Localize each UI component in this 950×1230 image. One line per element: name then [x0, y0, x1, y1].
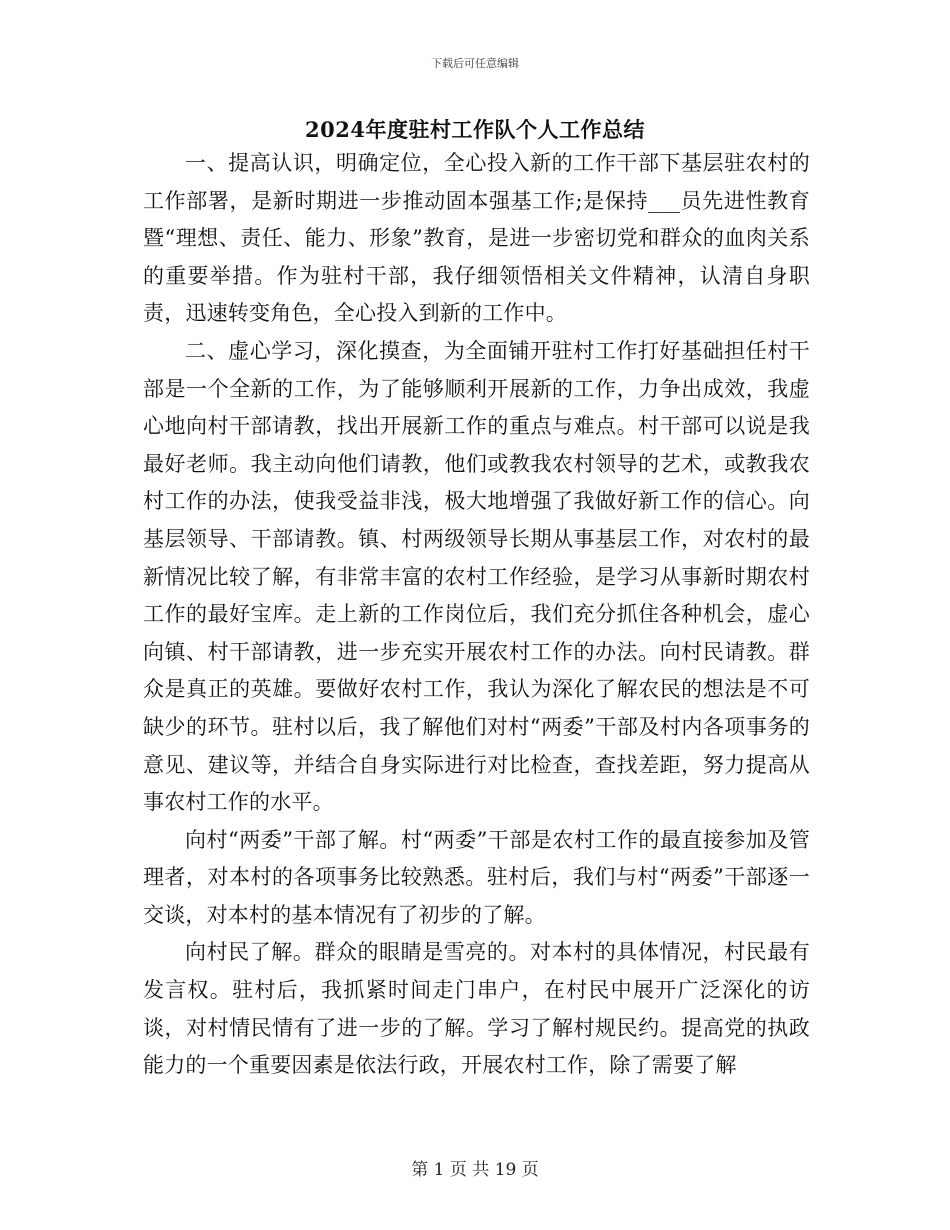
page-number: 第 1 页 共 19 页: [411, 1160, 539, 1180]
paragraph-4: 向村民了解。群众的眼睛是雪亮的。对本村的具体情况，村民最有发言权。驻村后，我抓紧时间走门串户，在村民中展开广泛深化的访谈，对村情民情有了进一步的了解。学习了解村规民约。提高党的执政能力的一个重要因素是依法行政，开展农村工作，除了需要了解: [143, 940, 810, 1078]
document-body: [143, 145, 810, 1085]
document-title: 2024年度驻村工作队个人工作总结: [305, 117, 645, 142]
paragraph-3: 向村“两委”干部了解。村“两委”干部是农村工作的最直接参加及管理者，对本村的各项事务比较熟悉。驻村后，我们与村“两委”干部逐一交谈，对本村的基本情况有了初步的了解。: [143, 827, 810, 927]
paragraph-2: 二、虚心学习，深化摸查，为全面铺开驻村工作打好基础担任村干部是一个全新的工作，为了能够顺利开展新的工作，力争出成效，我虚心地向村干部请教，找出开展新工作的重点与难点。村干部可以说是我最好老师。我主动向他们请教，他们或教我农村领导的艺术，或教我农村工作的办法，使我受益非浅，极大地增强了我做好新工作的信心。向基层领导、干部请教。镇、村两级领导长期从事基层工作，对农村的最新情况比较了解，有非常丰富的农村工作经验，是学习从事新时期农村工作的最好宝库。走上新的工作岗位后，我们充分抓住各种机会，虚心向镇、村干部请教，进一步充实开展农村工作的办法。向村民请教。群众是真正的英雄。要做好农村工作，我认为深化了解农民的想法是不可缺少的环节。驻村以后，我了解他们对村“两委”干部及村内各项事务的意见、建议等，并结合自身实际进行对比检查，查找差距，努力提高从事农村工作的水平。: [143, 338, 810, 815]
page-header-note: 下载后可任意编辑: [431, 57, 519, 70]
paragraph-1: 一、提高认识，明确定位，全心投入新的工作干部下基层驻农村的工作部署，是新时期进一步推动固本强基工作;是保持___员先进性教育暨“理想、责任、能力、形象”教育，是进一步密切党和群众的血肉关系的重要举措。作为驻村干部，我仔细领悟相关文件精神，认清自身职责，迅速转变角色，全心投入到新的工作中。: [143, 151, 810, 326]
